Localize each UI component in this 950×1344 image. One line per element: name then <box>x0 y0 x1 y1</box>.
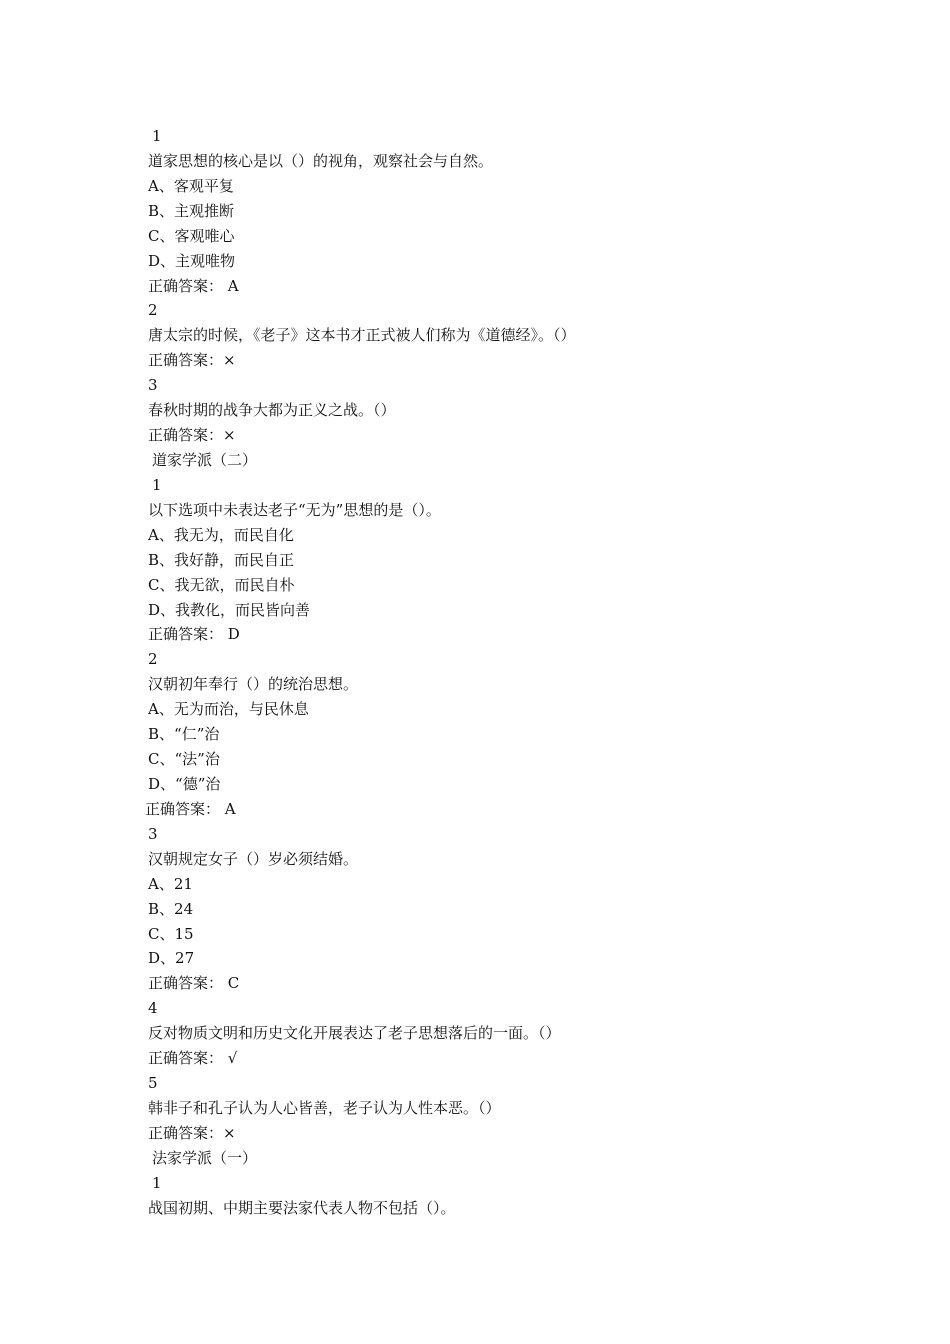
text-line: 3 <box>148 376 158 395</box>
text-line: D、主观唯物 <box>148 251 236 270</box>
text-line: 法家学派（一） <box>152 1148 258 1167</box>
text-line: B、“仁”治 <box>148 725 220 744</box>
text-line: 正确答案： C <box>148 974 240 993</box>
text-line: D、“德”治 <box>148 774 221 793</box>
text-line: B、主观推断 <box>148 201 235 220</box>
text-line: B、24 <box>148 899 194 918</box>
document-page <box>145 124 848 1221</box>
text-line: 正确答案：× <box>148 351 236 370</box>
text-line: 战国初期、中期主要法家代表人物不包括（）。 <box>148 1198 456 1217</box>
text-line: C、客观唯心 <box>148 226 235 245</box>
text-line: 正确答案： D <box>148 625 240 644</box>
text-line: 1 <box>152 1173 162 1192</box>
text-line: 正确答案： √ <box>148 1049 238 1068</box>
text-line: 正确答案： A <box>148 276 239 295</box>
text-line: A、我无为，而民自化 <box>148 525 294 544</box>
text-line: 5 <box>148 1074 158 1093</box>
text-line: 正确答案：× <box>148 1123 236 1142</box>
text-line: C、“法”治 <box>148 750 220 769</box>
text-line: 春秋时期的战争大都为正义之战。（） <box>148 401 396 420</box>
text-line: C、我无欲，而民自朴 <box>148 575 295 594</box>
text-line: 4 <box>148 999 158 1018</box>
text-line: 反对物质文明和历史文化开展表达了老子思想落后的一面。（） <box>148 1024 561 1043</box>
text-line: 汉朝规定女子（）岁必须结婚。 <box>148 849 359 868</box>
text-line: 汉朝初年奉行（）的统治思想。 <box>148 675 359 694</box>
text-line: A、无为而治，与民休息 <box>148 700 309 719</box>
text-line: 正确答案： A <box>145 799 236 818</box>
text-line: 以下选项中未表达老子“无为”思想的是（）。 <box>148 500 441 519</box>
text-line: 2 <box>148 301 158 320</box>
text-line: 正确答案：× <box>148 426 236 445</box>
text-line: C、15 <box>148 924 194 943</box>
text-line: 道家学派（二） <box>152 450 258 469</box>
text-line: 2 <box>148 650 158 669</box>
text-line: D、27 <box>148 949 195 968</box>
text-line: 唐太宗的时候，《老子》这本书才正式被人们称为《道德经》。（） <box>148 326 576 345</box>
text-line: 3 <box>148 824 158 843</box>
text-line: B、我好静，而民自正 <box>148 550 295 569</box>
text-line: 1 <box>152 127 162 145</box>
text-line: A、客观平复 <box>148 176 234 195</box>
text-line: A、21 <box>148 874 193 893</box>
text-line: D、我教化，而民皆向善 <box>148 600 311 619</box>
text-line: 韩非子和孔子认为人心皆善，老子认为人性本恶。（） <box>148 1098 501 1117</box>
text-line: 道家思想的核心是以（）的视角，观察社会与自然。 <box>148 151 494 170</box>
text-line: 1 <box>152 475 162 494</box>
